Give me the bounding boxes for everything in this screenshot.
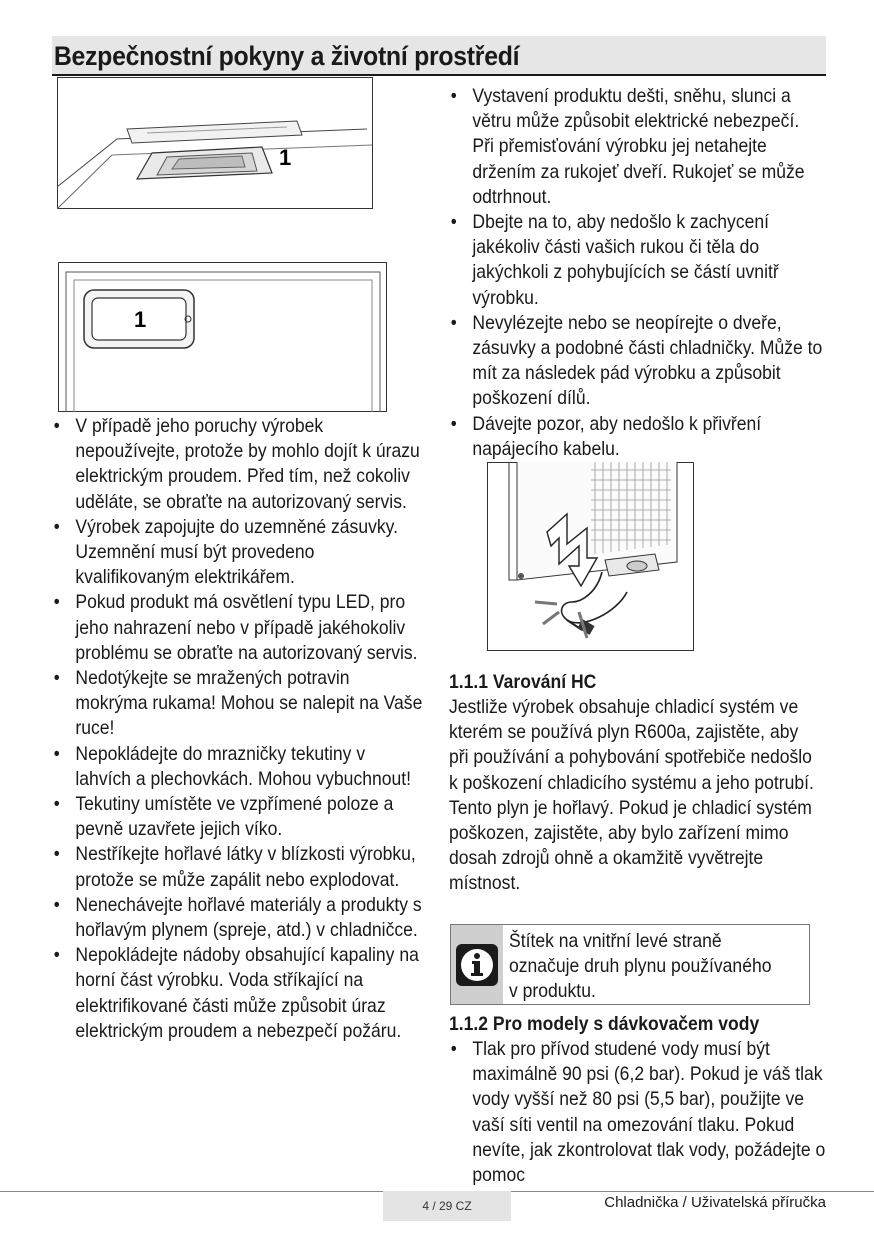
figure-power-cable: [487, 462, 694, 651]
list-item: • Nedotýkejte se mražených potravin mokrýma rukama! Mohou se nalepit na Vaše ruce!: [52, 666, 423, 742]
list-item: • Vystavení produktu dešti, sněhu, slunci a větru může způsobit elektrické nebezpečí. Při přemisťování výrobku jej netahejte držením za rukojeť dveří. Rukojeť se může odtrhnout.: [449, 84, 823, 210]
right-column-top: [449, 84, 864, 462]
page-number: 4 / 29 CZ: [383, 1191, 511, 1221]
list-item: • Nenechávejte hořlavé materiály a produkty s hořlavým plynem (spreje, atd.) v chladničce.: [52, 893, 423, 943]
page-title: Bezpečnostní pokyny a životní prostředí: [53, 41, 520, 71]
figure-lamp-cover-inner: [58, 262, 387, 412]
safety-list-right: [449, 84, 823, 462]
left-column: [52, 414, 464, 1044]
list-item: • V případě jeho poruchy výrobek nepoužívejte, protože by mohlo dojít k úrazu elektrickým proudem. Před tím, než cokoliv uděláte, se obraťte na autorizovaný servis.: [52, 414, 423, 515]
list-item: • Dbejte na to, aby nedošlo k zachycení jakékoliv části vašich rukou či těla do jakýchkoli z pohybujících se částí uvnitř výrobku.: [449, 210, 823, 311]
water-list: [449, 1037, 827, 1188]
list-item: • Nepokládejte do mrazničky tekutiny v lahvích a plechovkách. Mohou vybuchnout!: [52, 742, 423, 792]
info-note-box: [450, 924, 810, 1005]
figure-callout: 1: [279, 145, 292, 170]
section-hc-warning: [449, 670, 864, 897]
safety-list-left: [52, 414, 423, 1044]
figure-lamp-cover-top: [57, 77, 373, 209]
list-item: • Tekutiny umístěte ve vzpřímené poloze a pevně uzavřete jejich víko.: [52, 792, 423, 842]
list-item: • Výrobek zapojujte do uzemněné zásuvky. Uzemnění musí být provedeno kvalifikovaným elektrikářem.: [52, 515, 423, 591]
section-paragraph: Jestliže výrobek obsahuje chladicí systém ve kterém se používá plyn R600a, zajistěte, aby při používání a pohybování spotřebiče nedošlo k poškození chladicího systému a jeho potrubí. Tento plyn je hořlavý. Pokud je chladicí systém poškozen, zajistěte, aby bylo zařízení mimo dosah zdrojů ohně a okamžitě vyvětrejte místnost.: [449, 696, 814, 895]
info-icon: [451, 925, 503, 1004]
list-item: • Nevylézejte nebo se neopírejte o dveře, zásuvky a podobné části chladničky. Může to mít za následek pád výrobku a způsobit poškození dílů.: [449, 311, 823, 412]
list-item: • Dávejte pozor, aby nedošlo k přivření napájecího kabelu.: [449, 412, 823, 462]
figure-callout: 1: [134, 307, 147, 332]
section-water-dispenser: [449, 1012, 869, 1188]
list-item: • Pokud produkt má osvětlení typu LED, pro jeho nahrazení nebo v případě jakéhokoliv problému se obraťte na autorizovaný servis.: [52, 590, 423, 666]
list-item: • Nestříkejte hořlavé látky v blízkosti výrobku, protože se může zapálit nebo explodovat.: [52, 842, 423, 892]
list-item: • Tlak pro přívod studené vody musí být maximálně 90 psi (6,2 bar). Pokud je váš tlak vody vyšší než 80 psi (5,5 bar), použijte ve vaší síti ventil na omezování tlaku. Pokud nevíte, jak zkontrolovat tlak vody, požádejte o pomoc: [449, 1037, 827, 1188]
info-note-text: Štítek na vnitřní levé straně označuje druh plynu používaného v produktu.: [509, 930, 772, 1002]
page-header: [52, 36, 826, 76]
section-heading: 1.1.1 Varování HC: [449, 671, 597, 693]
list-item: • Nepokládejte nádoby obsahující kapaliny na horní část výrobku. Voda stříkající na elektrifikované části může způsobit úraz elektrickým proudem a nebezpečí požáru.: [52, 943, 423, 1044]
document-title: Chladnička / Uživatelská příručka: [604, 1194, 826, 1211]
section-heading: 1.1.2 Pro modely s dávkovačem vody: [449, 1013, 760, 1035]
